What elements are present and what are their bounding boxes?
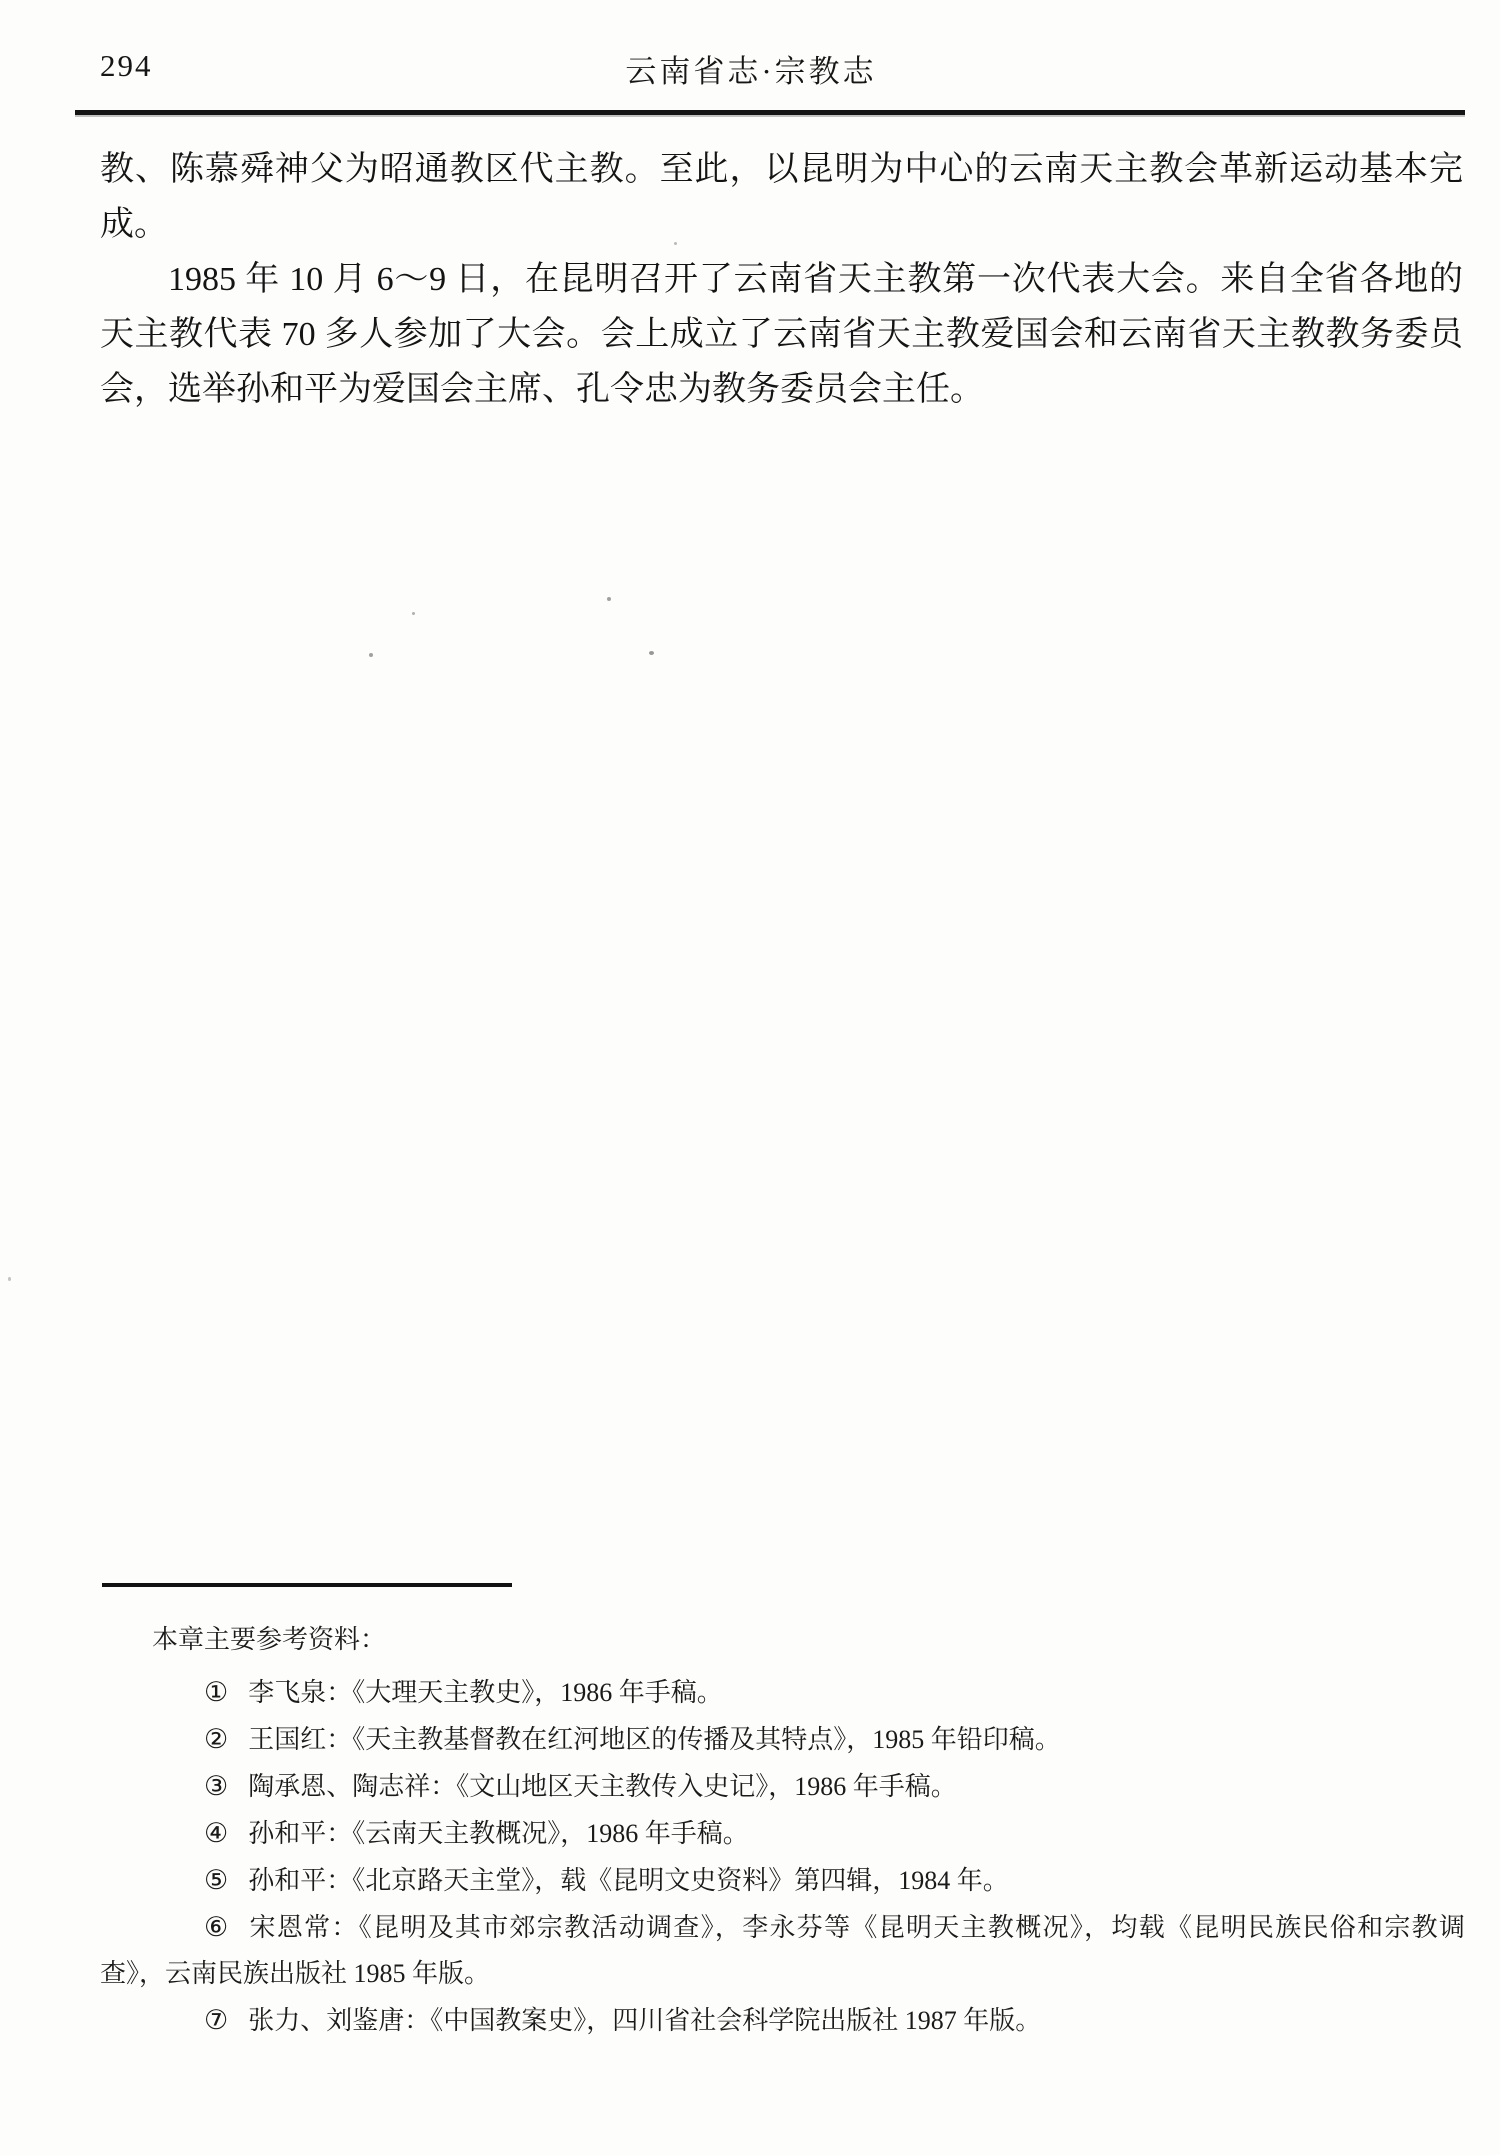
scan-speck: [674, 242, 677, 245]
footnote-item: [100, 1716, 1465, 1763]
paragraph: 1985 年 10 月 6～9 日，在昆明召开了云南省天主教第一次代表大会。来自全省各地的天主教代表 70 多人参加了大会。会上成立了云南省天主教爱国会和云南省天主教教务委员会，选举孙和平为爱国会主席、孔令忠为教务委员会主任。: [100, 261, 1463, 408]
scan-speck: [649, 651, 654, 655]
page-number: 294: [100, 48, 153, 83]
scan-speck: [412, 612, 415, 615]
footnote-text: 陶承恩、陶志祥：《文山地区天主教传入史记》，1986 年手稿。: [248, 1772, 957, 1801]
footnote-item: [100, 1857, 1465, 1904]
page-header: [100, 42, 1462, 102]
footnote-item: [100, 1810, 1465, 1857]
paragraph: 教、陈慕舜神父为昭通教区代主教。至此，以昆明为中心的云南天主教会革新运动基本完成。: [100, 151, 1463, 243]
footnote-text: 宋恩常：《昆明及其市郊宗教活动调查》，李永芬等《昆明天主教概况》，均载《昆明民族民俗和宗教调查》，云南民族出版社 1985 年版。: [100, 1913, 1465, 1988]
footnotes-block: [100, 1583, 1465, 2044]
footnote-text: 王国红：《天主教基督教在红河地区的传播及其特点》，1985 年铅印稿。: [248, 1725, 1061, 1754]
footnote-text: 孙和平：《北京路天主堂》，载《昆明文史资料》第四辑，1984 年。: [248, 1866, 1009, 1895]
scan-speck: [607, 597, 611, 601]
footnote-text: 李飞泉：《大理天主教史》，1986 年手稿。: [248, 1678, 723, 1707]
scan-speck: [369, 653, 373, 657]
footnote-text: 孙和平：《云南天主教概况》，1986 年手稿。: [248, 1819, 749, 1848]
footnote-marker: ⑥: [204, 1912, 229, 1942]
footnote-marker: ③: [204, 1771, 229, 1801]
footnote-rule: [102, 1583, 512, 1587]
footnote-marker: ⑤: [204, 1865, 229, 1895]
footnote-marker: ④: [204, 1818, 229, 1848]
running-title: 云南省志·宗教志: [625, 54, 877, 89]
footnote-marker: ⑦: [204, 2005, 229, 2035]
header-rule: [75, 110, 1465, 115]
footnote-item: [100, 1669, 1465, 1716]
footnote-marker: ②: [204, 1724, 229, 1754]
footnote-item: [100, 1904, 1465, 1997]
scan-speck: [8, 1277, 11, 1281]
footnote-text: 张力、刘鉴唐：《中国教案史》，四川省社会科学院出版社 1987 年版。: [248, 2006, 1042, 2035]
body-text-block: [100, 142, 1463, 417]
footnote-item: [100, 1997, 1465, 2044]
footnotes-heading: 本章主要参考资料：: [152, 1625, 387, 1654]
footnote-item: [100, 1763, 1465, 1810]
footnote-marker: ①: [204, 1677, 229, 1707]
